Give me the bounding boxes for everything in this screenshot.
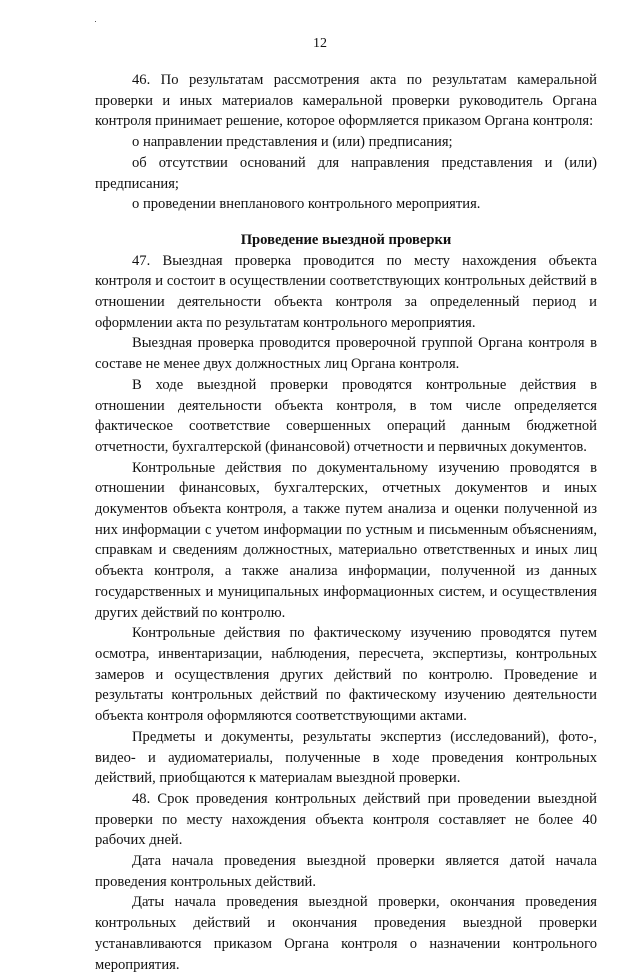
paragraph-46-option-3: о проведении внепланового контрольного мероприятия. [132, 196, 481, 213]
paragraph-46-option-2: об отсутствии оснований для направления представления и (или) предписания; [95, 154, 597, 192]
paragraph-47-materials: Предметы и документы, результаты экспертиз (исследований), фото-, видео- и аудиоматериалы, полученные в ходе проведения контрольных действий, приобщаются к материалам выездной проверки. [95, 728, 597, 787]
paragraph-47-factual: Контрольные действия по фактическому изучению проводятся путем осмотра, инвентаризации, наблюдения, пересчета, экспертизы, контрольных замеров и осуществления других действий по контролю. Проведение и результаты контрольных действий по фактическому изучению деятельности объекта контроля оформляются соответствующими актами. [95, 625, 597, 725]
paragraph-48-start-date: Дата начала проведения выездной проверки является датой начала проведения контрольных действий. [95, 853, 597, 890]
section-heading: Проведение выездной проверки [240, 231, 452, 248]
paragraph-46: 46. По результатам рассмотрения акта по результатам камеральной проверки и иных материалов камеральной проверки руководитель Органа контроля принимает решение, которое оформляется приказом Органа контроля: [95, 72, 597, 130]
paragraph-47-group: Выездная проверка проводится проверочной группой Органа контроля в составе не менее двух должностных лиц Органа контроля. [95, 335, 597, 373]
paragraph-47-documentary: Контрольные действия по документальному изучению проводятся в отношении финансовых, бухгалтерских, отчетных документов и иных документов объекта контроля, а также путем анализа и оценки полученной из них информации с учетом информации по устным и письменным объяснениям, справкам и сведениям должностных, материально ответственных и иных лиц объекта контроля, а также анализа информации, полученной из данных государственных и муниципальных информационных систем, и осуществления других действий по контролю. [95, 459, 597, 621]
paragraph-46-option-1: о направлении представления и (или) предписания; [132, 134, 453, 151]
paragraph-47: 47. Выездная проверка проводится по месту нахождения объекта контроля и состоит в осуществлении соответствующих контрольных действий в отношении деятельности объекта контроля за определенный период и оформлении акта по результатам контрольного мероприятия. [95, 252, 597, 331]
document-body [95, 70, 597, 975]
paragraph-48: 48. Срок проведения контрольных действий при проведении выездной проверки по месту нахождения объекта контроля составляет не более 40 рабочих дней. [95, 790, 597, 849]
paragraph-48-dates: Даты начала проведения выездной проверки, окончания проведения контрольных действий и окончания проведения выездной проверки устанавливаются приказом Органа контроля о назначении контрольного мероприятия. [95, 894, 597, 973]
scan-speck [95, 21, 96, 22]
page-number: 12 [313, 36, 327, 51]
paragraph-47-actions: В ходе выездной проверки проводятся контрольные действия в отношении деятельности объекта контроля, в том числе определяется фактическое соответствие совершенных операций данным бюджетной отчетности, бухгалтерской (финансовой) отчетности и первичных документов. [95, 376, 597, 455]
